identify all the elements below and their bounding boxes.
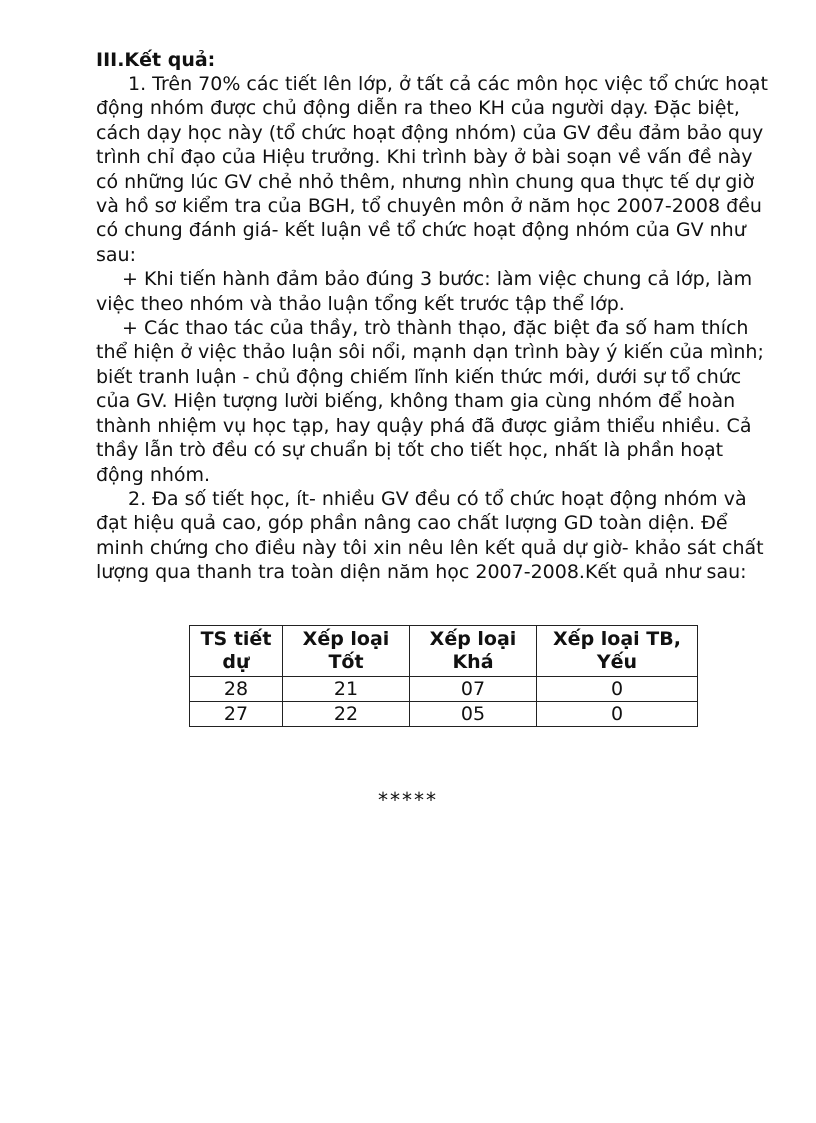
document-page [96, 48, 776, 585]
table-cell: 28 [190, 677, 283, 702]
table-cell: 07 [410, 677, 537, 702]
paragraph-bullet-operations: + Các thao tác của thầy, trò thành thạo, đặc biệt đa số ham thích thể hiện ở việc thảo luận sôi nổi, mạnh dạn trình bày ý kiến của mình; biết tranh luận - chủ động chiếm lĩnh kiến thức mới, dưới sự tổ chức của GV. Hiện tượng lười biếng, không tham gia cùng nhóm để hoàn thành nhiệm vụ học tạp, hay quậy phá đã được giảm thiểu nhiều. Cả thầy lẫn trò đều có sự chuẩn bị tốt cho tiết học, nhất là phần hoạt động nhóm. [96, 317, 764, 486]
header-total-lessons: TS tiết dự [190, 626, 283, 677]
paragraph-result-1: 1. Trên 70% các tiết lên lớp, ở tất cả các môn học việc tổ chức hoạt động nhóm được chủ động diễn ra theo KH của người dạy. Đặc biệt, cách dạy học này (tổ chức hoạt động nhóm) của GV đều đảm bảo quy trình chỉ đạo của Hiệu trưởng. Khi trình bày ở bài soạn về vấn đề này có những lúc GV chẻ nhỏ thêm, nhưng nhìn chung qua thực tế dự giờ và hồ sơ kiểm tra của BGH, tổ chuyên môn ở năm học 2007-2008 đều có chung đánh giá- kết luận về tổ chức hoạt động nhóm của GV như sau: [96, 73, 768, 266]
section-heading: III.Kết quả: [96, 49, 216, 71]
table-cell: 0 [537, 677, 698, 702]
table-cell: 27 [190, 702, 283, 727]
section-divider-stars: ***** [378, 788, 438, 812]
table-cell: 22 [283, 702, 410, 727]
table-cell: 21 [283, 677, 410, 702]
header-rank-fair: Xếp loại Khá [410, 626, 537, 677]
paragraph-result-2: 2. Đa số tiết học, ít- nhiều GV đều có tổ chức hoạt động nhóm và đạt hiệu quả cao, góp phần nâng cao chất lượng GD toàn diện. Để minh chứng cho điều này tôi xin nêu lên kết quả dự giờ- khảo sát chất lượng qua thanh tra toàn diện năm học 2007-2008.Kết quả như sau: [96, 487, 764, 584]
results-table-wrapper [189, 625, 698, 727]
table-cell: 05 [410, 702, 537, 727]
table-row [190, 677, 698, 702]
header-rank-average-weak: Xếp loại TB, Yếu [537, 626, 698, 677]
header-rank-good: Xếp loại Tốt [283, 626, 410, 677]
table-row [190, 702, 698, 727]
paragraph-bullet-steps: + Khi tiến hành đảm bảo đúng 3 bước: làm việc chung cả lớp, làm việc theo nhóm và thảo luận tổng kết trước tập thể lớp. [96, 268, 753, 315]
table-header-row [190, 626, 698, 677]
results-table [189, 625, 698, 727]
table-cell: 0 [537, 702, 698, 727]
